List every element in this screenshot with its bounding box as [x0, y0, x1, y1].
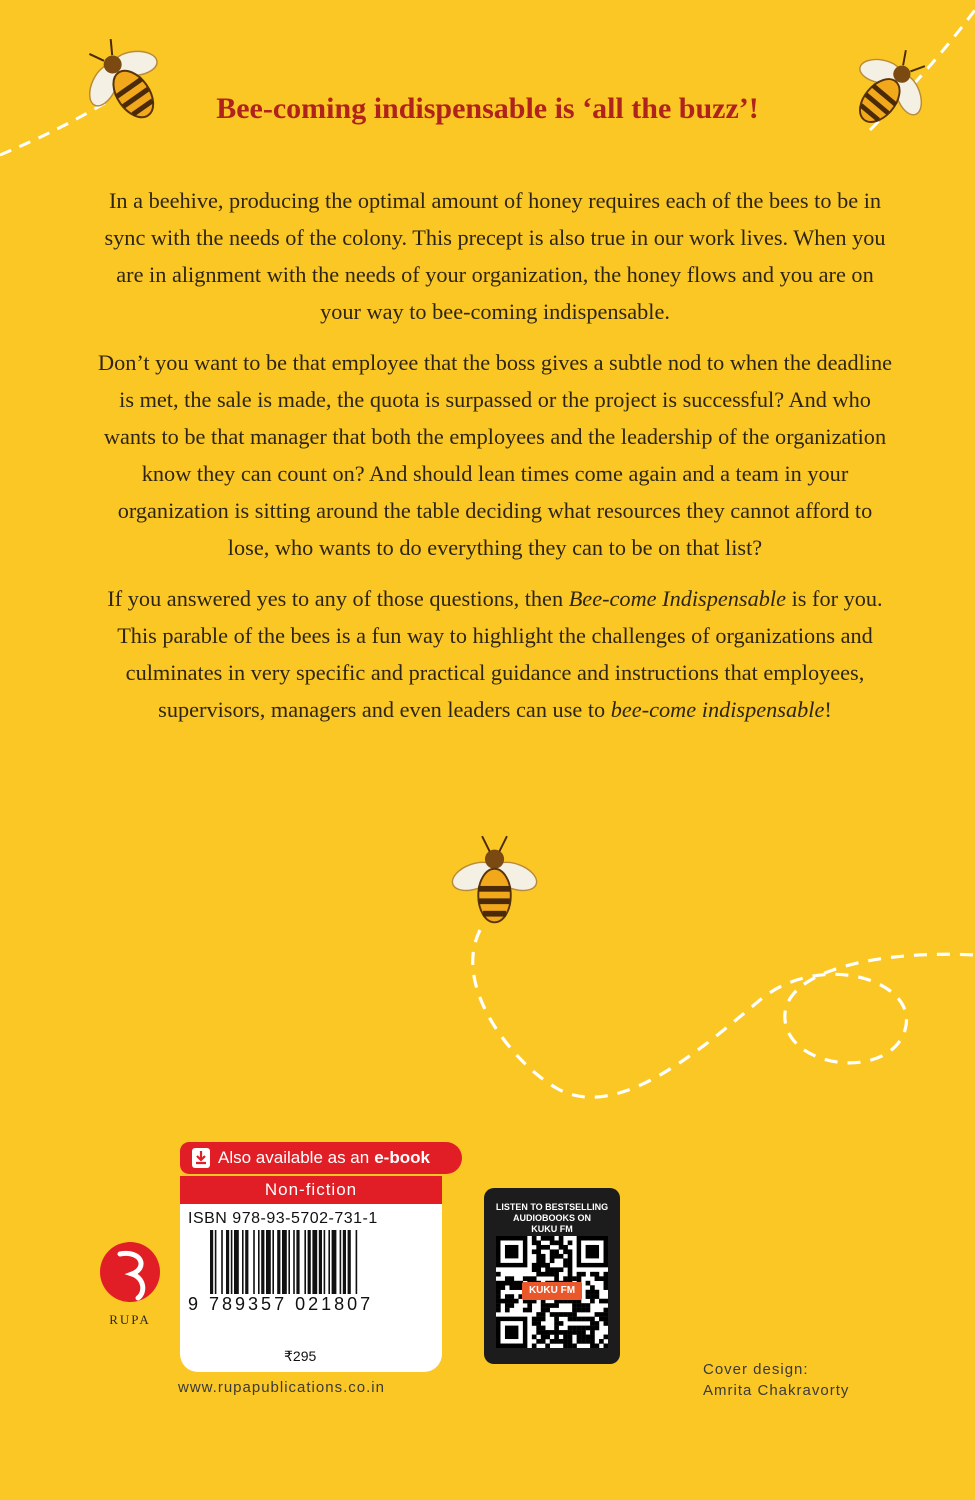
rupa-logo-icon — [98, 1238, 162, 1310]
ebook-highlight: e-book — [374, 1148, 430, 1167]
barcode-bars — [210, 1230, 420, 1302]
ebook-text: Also available as an — [218, 1148, 370, 1167]
p3-text-c: ! — [824, 697, 832, 722]
blurb-paragraph-3 — [95, 580, 895, 728]
price: ₹295 — [284, 1348, 317, 1364]
publisher-logo-text: RUPA — [109, 1312, 151, 1327]
download-icon — [192, 1148, 210, 1168]
blurb — [95, 182, 895, 742]
qr-heading — [488, 1202, 616, 1235]
blurb-paragraph-1: In a beehive, producing the optimal amount of honey requires each of the bees to be in sync with the needs of the colony. This precept is also true in our work lives. When you are in alignment with the needs of your organization, the honey flows and you are on your way to bee-coming indispensable. — [104, 188, 886, 324]
ebook-availability-tag — [180, 1142, 462, 1174]
p3-text-a: If you answered yes to any of those questions, then — [107, 586, 569, 611]
qr-heading-line-3: KUKU FM — [531, 1224, 573, 1234]
credit-label: Cover design: — [703, 1361, 809, 1378]
qr-heading-line-1: LISTEN TO BESTSELLING — [495, 1202, 609, 1212]
p3-text-b: is for you. This parable of the bees is a fun way to highlight the challenges of organizations and culminates in very specific and practical guidance and instructions that employees, supervisors, managers and even leaders can use to — [117, 586, 883, 722]
credit-name: Amrita Chakravorty — [703, 1382, 850, 1399]
blurb-paragraph-2: Don’t you want to be that employee that the boss gives a subtle nod to when the deadline is met, the sale is made, the quota is surpassed or the project is successful? And who wants to be that manager that both the employees and the leadership of the organization know they can count on? And should lean times come again and a team in your organization is sitting around the table deciding what resources they cannot afford to lose, who wants to do everything they can to be on that list? — [97, 350, 893, 560]
bee-icon — [440, 830, 550, 940]
barcode-panel — [180, 1176, 442, 1372]
category-label: Non-fiction — [180, 1176, 442, 1204]
kukufm-badge: KUKU FM — [522, 1282, 582, 1300]
audiobook-qr-card — [484, 1188, 620, 1364]
isbn-text: ISBN 978-93-5702-731-1 — [188, 1210, 378, 1227]
cover-credit — [703, 1359, 849, 1401]
book-title-italic: Bee-come Indispensable — [568, 586, 786, 611]
ean-digits: 9 789357 021807 — [188, 1294, 374, 1314]
publisher-url[interactable]: www.rupapublications.co.in — [178, 1379, 385, 1396]
emphasis-italic: bee-come indispensable — [610, 697, 825, 722]
qr-heading-line-2: AUDIOBOOKS ON — [512, 1213, 591, 1223]
headline: Bee-coming indispensable is ‘all the buzz’! — [216, 92, 759, 125]
